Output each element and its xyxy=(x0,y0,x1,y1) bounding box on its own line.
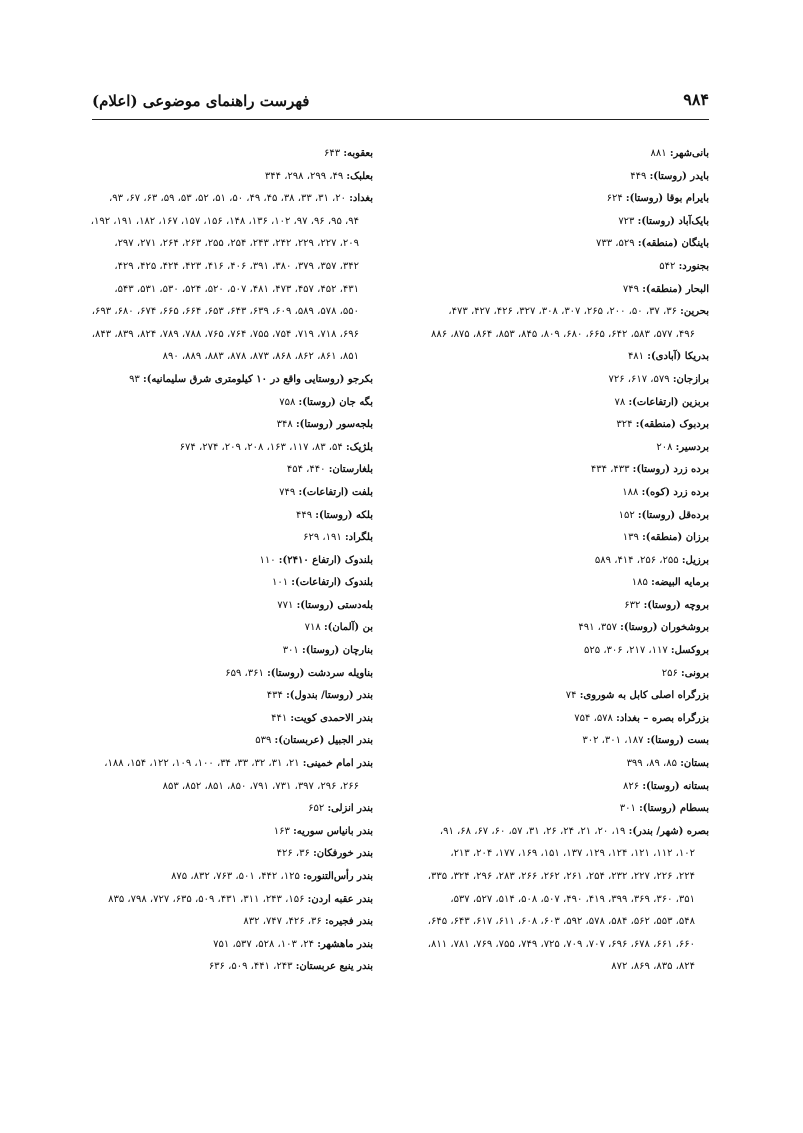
entry-pages: ۳۶۱، ۶۵۹ xyxy=(225,667,264,679)
index-entry xyxy=(83,414,373,437)
index-entry xyxy=(405,663,709,686)
entry-heading: بانی‌شهر: xyxy=(669,148,709,159)
entry-pages: ۳۲۴ xyxy=(616,419,633,431)
entry-pages: ۷۵۸ xyxy=(279,396,296,408)
index-entry xyxy=(83,505,373,528)
entry-heading: بجنورد: xyxy=(678,260,709,272)
index-entry xyxy=(405,550,709,573)
entry-pages: ۷۲۳ xyxy=(618,215,635,227)
entry-pages: ۲۰۸ xyxy=(656,441,673,453)
entry-pages: ۷۸ xyxy=(614,396,626,408)
index-entry xyxy=(405,798,709,821)
index-entry xyxy=(405,708,709,731)
entry-continuation: ۳۴۲، ۳۵۷، ۳۷۹، ۳۸۰، ۳۹۱، ۴۰۶، ۴۱۶، ۴۲۳، ۴۲۴، ۴۲۵، ۴۲۹، xyxy=(114,260,359,272)
entry-pages: ۹۳ xyxy=(129,373,140,385)
entry-pages: ۳۶، ۴۲۶ xyxy=(276,848,310,860)
index-entry xyxy=(405,437,709,460)
entry-heading: بعلبک: xyxy=(346,170,373,182)
running-title: فهرست راهنمای موضوعی (اعلام) xyxy=(92,92,310,110)
entry-heading: بندر (روستا/ بندول): xyxy=(286,690,373,702)
entry-heading: بگه جان (روستا): xyxy=(298,396,373,408)
entry-pages: ۴۴۱ xyxy=(271,712,288,724)
entry-heading: بزرگراه بصره – بغداد: xyxy=(616,712,709,724)
index-entry xyxy=(83,550,373,573)
entry-pages: ۴۸۱ xyxy=(627,351,645,363)
entry-heading: بلجه‌سور (روستا): xyxy=(295,419,373,431)
entry-pages: ۲۴، ۱۰۳، ۵۲۸، ۵۳۷، ۷۵۱ xyxy=(213,938,315,950)
index-entry xyxy=(405,505,709,528)
entry-heading: بایرام بوقا (روستا): xyxy=(625,193,709,205)
entry-heading: بروکسل: xyxy=(670,645,709,657)
entry-pages: ۱۶۳ xyxy=(273,825,290,837)
entry-pages: ۵۲۹، ۷۳۳ xyxy=(595,238,635,250)
index-entry xyxy=(83,572,373,595)
entry-heading: بزرگراه اصلی کابل به شوروی: xyxy=(579,690,709,702)
index-entry xyxy=(405,572,709,595)
entry-pages: ۱۲۵، ۴۴۲، ۵۰۱، ۷۶۳، ۸۳۲، ۸۷۵ xyxy=(171,871,300,882)
entry-continuation: ۵۵۰، ۵۷۸، ۵۸۹، ۶۰۹، ۶۳۹، ۶۴۳، ۶۵۳، ۶۶۴، ۶۶۵، ۶۷۴، ۶۸۰، ۶۹۳، xyxy=(91,306,359,318)
entry-heading: بندر خورفکان: xyxy=(313,848,373,860)
entry-pages: ۵۷۹، ۶۱۷، ۷۲۶ xyxy=(608,373,670,385)
entry-pages: ۲۵۵، ۲۵۶، ۴۱۴، ۵۸۹ xyxy=(594,554,679,566)
index-entry xyxy=(405,392,709,415)
entry-continuation: ۸۵۱، ۸۶۱، ۸۶۲، ۸۶۸، ۸۷۳، ۸۷۸، ۸۸۳، ۸۸۹، ۸۹۰ xyxy=(162,351,359,363)
entry-pages: ۵۷۸، ۷۵۴ xyxy=(574,712,613,724)
entry-pages: ۱۰۱ xyxy=(271,577,289,589)
entry-heading: برازجان: xyxy=(672,373,709,385)
entry-heading: بناویله سردشت (روستا): xyxy=(267,667,373,679)
entry-heading: بلگراد: xyxy=(344,532,373,544)
index-entry xyxy=(405,211,709,234)
entry-heading: بدریکا (آبادی): xyxy=(647,351,709,363)
entry-pages: ۳۴۸ xyxy=(276,419,293,431)
index-entry xyxy=(83,392,373,415)
entry-pages: ۳۵۷، ۴۹۱ xyxy=(578,622,617,634)
index-entry xyxy=(405,459,709,482)
index-entry xyxy=(83,482,373,505)
index-entry xyxy=(83,527,373,550)
entry-heading: بستانه (روستا): xyxy=(642,780,709,792)
index-entry xyxy=(405,279,709,302)
entry-heading: باینگان (منطقه): xyxy=(637,238,709,250)
entry-pages: ۱۳۹ xyxy=(622,532,639,544)
entry-heading: بایدر (روستا): xyxy=(649,170,709,182)
entry-pages: ۴۳۳، ۴۳۴ xyxy=(590,464,630,476)
index-entry xyxy=(83,437,373,460)
index-entry xyxy=(405,821,709,844)
index-entry xyxy=(405,776,709,799)
entry-heading: بندر انزلی: xyxy=(327,803,373,815)
index-entry xyxy=(83,617,373,640)
entry-pages: ۱۹۱، ۶۲۹ xyxy=(303,532,342,544)
entry-continuation: ۹۴، ۹۵، ۹۶، ۹۷، ۱۰۲، ۱۳۶، ۱۴۸، ۱۵۶، ۱۵۷، ۱۶۷، ۱۸۲، ۱۹۱، ۱۹۲، xyxy=(90,215,359,227)
index-entry xyxy=(405,369,709,392)
entry-heading: بندر فجیره: xyxy=(324,916,373,928)
entry-heading: بندر رأس‌التنوره: xyxy=(303,871,373,882)
entry-pages: ۱۱۷، ۲۱۷، ۳۰۶، ۵۲۵ xyxy=(584,645,668,657)
entry-heading: بندر ماهشهر: xyxy=(317,938,373,950)
entry-continuation: ۳۵۱، ۳۶۰، ۳۶۹، ۳۹۹، ۴۱۹، ۴۹۰، ۵۰۷، ۵۰۸، ۵۱۴، ۵۲۷، ۵۳۷، xyxy=(450,893,695,905)
index-entry xyxy=(405,640,709,663)
index-entry xyxy=(405,753,709,776)
entry-pages: ۷۷۱ xyxy=(277,599,294,611)
entry-heading: برده زرد (روستا): xyxy=(632,464,709,476)
page-header xyxy=(92,86,709,116)
index-entry xyxy=(83,956,373,979)
entry-heading: البحار (منطقه): xyxy=(642,283,709,295)
entry-pages: ۸۸۱ xyxy=(650,148,667,159)
index-entry xyxy=(405,301,709,324)
index-entry xyxy=(83,685,373,708)
page-number: ۹۸۴ xyxy=(683,90,709,109)
entry-continuation: ۸۲۴، ۸۳۵، ۸۶۹، ۸۷۲ xyxy=(611,961,695,973)
entry-pages: ۲۴۳، ۴۴۱، ۵۰۹، ۶۳۶ xyxy=(208,961,293,973)
entry-pages: ۵۴۲ xyxy=(659,260,676,272)
header-rule xyxy=(92,119,709,120)
index-entry xyxy=(83,866,373,889)
entry-heading: بست (روستا): xyxy=(646,735,709,747)
index-entry xyxy=(405,730,709,753)
entry-heading: بلندوک (ارتفاع ۲۴۱۰): xyxy=(278,554,373,566)
entry-continuation: ۲۲۴، ۲۲۶، ۲۲۷، ۲۳۲، ۲۵۴، ۲۶۱، ۲۶۲، ۲۶۶، ۲۸۳، ۲۹۶، ۳۲۴، ۳۳۵، xyxy=(427,871,695,882)
entry-continuation: ۲۰۹، ۲۲۷، ۲۲۹، ۲۴۲، ۲۴۳، ۲۵۴، ۲۵۵، ۲۶۳، ۲۶۴، ۲۷۱، ۲۹۷، xyxy=(114,238,359,250)
entry-continuation: ۶۶۰، ۶۶۱، ۶۷۸، ۶۹۶، ۷۰۷، ۷۰۹، ۷۲۵، ۷۴۹، ۷۵۵، ۷۶۹، ۷۸۱، ۸۱۱، xyxy=(427,938,695,950)
index-entry xyxy=(83,708,373,731)
entry-pages: ۶۴۳ xyxy=(324,148,341,159)
entry-heading: بایک‌آباد (روستا): xyxy=(637,215,709,227)
entry-continuation: ۶۹۶، ۷۱۸، ۷۱۹، ۷۵۴، ۷۵۵، ۷۶۴، ۷۶۵، ۷۸۸، ۷۸۹، ۸۲۴، ۸۳۹، ۸۴۳، xyxy=(91,328,359,340)
entry-pages: ۳۰۱ xyxy=(619,803,636,815)
index-entry xyxy=(83,595,373,618)
entry-pages: ۱۸۷، ۳۰۱، ۳۰۲ xyxy=(582,735,644,747)
index-entry xyxy=(405,685,709,708)
entry-heading: بروشخوران (روستا): xyxy=(620,622,709,634)
entry-heading: بروچه (روستا): xyxy=(643,599,709,611)
index-entry xyxy=(83,798,373,821)
entry-continuation: ۱۰۲، ۱۱۲، ۱۲۱، ۱۲۴، ۱۲۹، ۱۳۷، ۱۵۱، ۱۶۹، ۱۷۷، ۲۰۴، ۲۱۳، xyxy=(450,848,695,860)
entry-heading: بصره (شهر/ بندر): xyxy=(628,825,709,837)
entry-pages: ۱۹، ۲۰، ۲۱، ۲۴، ۲۶، ۳۱، ۵۷، ۶۰، ۶۷، ۶۸، ۹۱، xyxy=(439,825,626,837)
entry-pages: ۸۲۶ xyxy=(623,780,640,792)
entry-pages: ۱۸۸ xyxy=(622,486,639,498)
index-entry xyxy=(405,414,709,437)
entry-continuation: ۵۴۸، ۵۵۳، ۵۶۲، ۵۸۴، ۵۷۸، ۵۹۲، ۶۰۳، ۶۰۸، ۶۱۱، ۶۱۷، ۶۴۳، ۶۴۵، xyxy=(427,916,695,928)
index-entry xyxy=(83,663,373,686)
entry-pages: ۴۹، ۲۹۹، ۲۹۸، ۳۴۴ xyxy=(264,170,344,182)
entry-pages: ۷۴ xyxy=(565,690,577,702)
index-column-right xyxy=(405,143,709,979)
entry-pages: ۶۲۴ xyxy=(606,193,623,205)
entry-heading: بندر ینبع عربستان: xyxy=(295,961,373,973)
index-entry xyxy=(83,889,373,912)
entry-heading: برزیل: xyxy=(681,554,709,566)
entry-heading: بحرین: xyxy=(680,306,709,318)
entry-pages: ۲۰، ۳۱، ۳۳، ۳۸، ۴۵، ۴۹، ۵۰، ۵۱، ۵۲، ۵۳، ۵۹، ۶۳، ۶۷، ۹۳، xyxy=(109,193,347,205)
index-entry xyxy=(405,595,709,618)
entry-pages: ۲۵۶ xyxy=(661,667,678,679)
entry-pages: ۳۰۱ xyxy=(282,645,299,657)
entry-heading: بندر عقبه اردن: xyxy=(307,893,373,905)
index-entry xyxy=(405,233,709,256)
entry-heading: بن (آلمان): xyxy=(323,622,373,634)
index-entry xyxy=(405,482,709,505)
entry-heading: بنارچان (روستا): xyxy=(302,645,373,657)
index-entry xyxy=(405,346,709,369)
index-entry xyxy=(83,934,373,957)
index-entry xyxy=(405,166,709,189)
entry-pages: ۳۶، ۳۷، ۵۰، ۲۰۰، ۲۶۵، ۳۰۷، ۳۰۸، ۳۲۷، ۴۲۶، ۴۲۷، ۴۷۳، xyxy=(448,306,677,318)
index-column-left xyxy=(83,143,373,979)
entry-heading: برده‌قل (روستا): xyxy=(637,509,709,521)
index-entry xyxy=(83,821,373,844)
entry-heading: بندر الاحمدی کویت: xyxy=(290,712,373,724)
index-entry xyxy=(83,911,373,934)
entry-pages: ۴۴۹ xyxy=(630,170,647,182)
entry-heading: بلژیک: xyxy=(345,441,373,453)
entry-pages: ۶۳۲ xyxy=(624,599,641,611)
entry-heading: بلکه (روستا): xyxy=(315,509,373,521)
entry-pages: ۸۵، ۸۹، ۳۹۹ xyxy=(626,758,677,770)
entry-heading: بندر بانیاس سوریه: xyxy=(293,825,373,837)
entry-pages: ۴۳۴ xyxy=(266,690,283,702)
entry-pages: ۱۸۵ xyxy=(631,577,648,589)
entry-heading: بلغارستان: xyxy=(328,464,373,476)
index-entry xyxy=(405,617,709,640)
index-entry xyxy=(83,369,373,392)
entry-pages: ۷۴۹ xyxy=(622,283,639,295)
entry-continuation: ۴۹۶، ۵۷۷، ۵۸۳، ۶۴۲، ۶۶۵، ۶۸۰، ۸۰۹، ۸۴۵، ۸۵۳، ۸۶۴، ۸۷۵، ۸۸۶ xyxy=(431,328,695,340)
index-entry xyxy=(83,459,373,482)
entry-heading: بردبوک (منطقه): xyxy=(635,419,709,431)
entry-pages: ۶۵۲ xyxy=(308,803,325,815)
entry-pages: ۵۳۹ xyxy=(255,735,272,747)
entry-heading: برونی: xyxy=(681,667,709,679)
entry-continuation: ۴۳۱، ۴۵۲، ۴۵۷، ۴۷۳، ۴۸۱، ۵۰۷، ۵۲۰، ۵۲۴، ۵۳۰، ۵۳۱، ۵۴۳، xyxy=(114,283,359,295)
entry-pages: ۱۱۰ xyxy=(259,554,276,566)
entry-heading: بلندوک (ارتفاعات): xyxy=(291,577,373,589)
index-entry xyxy=(405,527,709,550)
index-entry xyxy=(83,730,373,753)
entry-heading: بندر امام خمینی: xyxy=(302,758,373,770)
entry-heading: بله‌دستی (روستا): xyxy=(296,599,373,611)
index-entry xyxy=(83,640,373,663)
entry-pages: ۷۱۸ xyxy=(304,622,321,634)
entry-continuation: ۲۶۶، ۲۹۶، ۳۹۷، ۷۳۱، ۷۹۱، ۸۵۰، ۸۵۱، ۸۵۲، ۸۵۳ xyxy=(162,780,359,792)
entry-heading: بکرجو (روستایی واقع در ۱۰ کیلومتری شرق سلیمانیه): xyxy=(143,373,373,385)
index-entry xyxy=(405,143,709,166)
entry-pages: ۲۱، ۳۱، ۳۲، ۳۳، ۳۴، ۱۰۰، ۱۰۹، ۱۲۲، ۱۵۴، ۱۸۸، xyxy=(104,758,300,770)
entry-heading: بسطام (روستا): xyxy=(639,803,709,815)
entry-heading: برمایه البیضه: xyxy=(651,577,709,589)
entry-heading: بربزین (ارتفاعات): xyxy=(628,396,709,408)
entry-pages: ۳۶، ۴۲۶، ۷۴۷، ۸۳۲ xyxy=(243,916,322,928)
entry-heading: بلفت (ارتفاعات): xyxy=(298,486,373,498)
entry-pages: ۴۴۹ xyxy=(295,509,313,521)
entry-heading: بردسیر: xyxy=(675,441,709,453)
entry-pages: ۱۵۶، ۲۴۳، ۳۱۱، ۴۳۱، ۵۰۹، ۶۳۵، ۷۲۷، ۷۹۸، ۸۳۵ xyxy=(108,893,305,905)
entry-pages: ۱۵۲ xyxy=(618,509,635,521)
entry-heading: بعقوبه: xyxy=(343,148,373,159)
index-entry xyxy=(83,843,373,866)
entry-heading: بندر الجبیل (عربستان): xyxy=(274,735,373,747)
entry-pages: ۴۴۰، ۴۵۴ xyxy=(286,464,326,476)
entry-heading: برزان (منطقه): xyxy=(642,532,709,544)
entry-pages: ۵۴، ۸۳، ۱۱۷، ۱۶۳، ۲۰۸، ۲۰۹، ۲۷۴، ۶۷۴ xyxy=(179,441,343,453)
entry-pages: ۷۴۹ xyxy=(279,486,296,498)
index-entry xyxy=(405,188,709,211)
entry-heading: بستان: xyxy=(680,758,709,770)
entry-heading: برده زرد (کوه): xyxy=(641,486,709,498)
index-entry xyxy=(83,188,373,211)
index-entry xyxy=(405,256,709,279)
index-entry xyxy=(83,143,373,166)
index-entry xyxy=(83,166,373,189)
index-entry xyxy=(83,753,373,776)
entry-heading: بغداد: xyxy=(349,193,373,205)
